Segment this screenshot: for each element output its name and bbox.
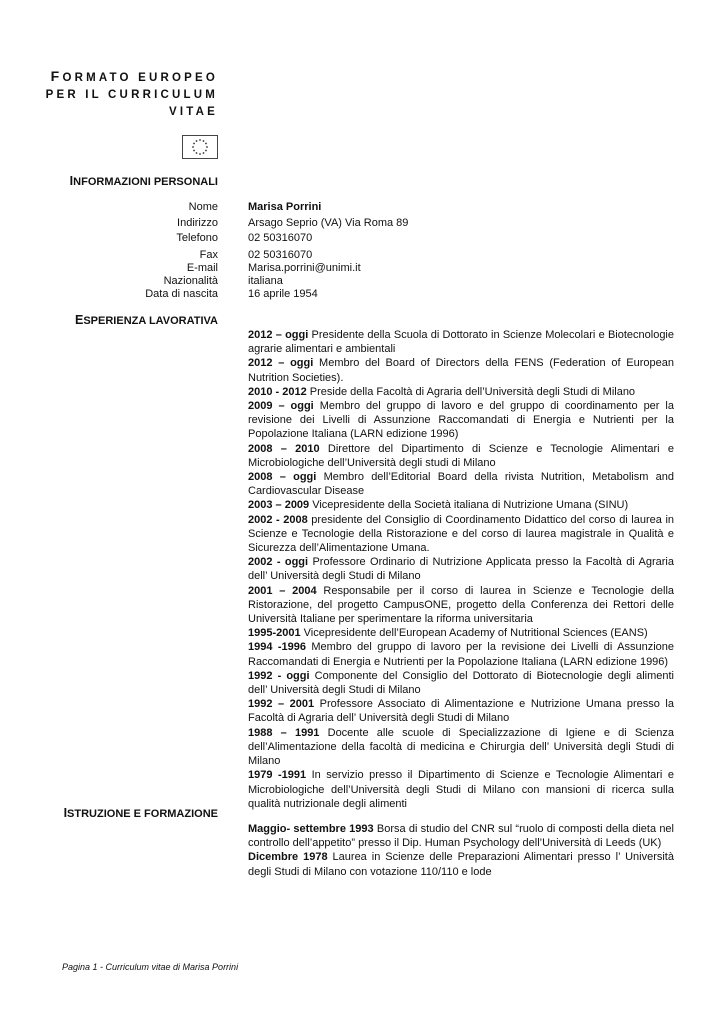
cv-entry (248, 640, 674, 668)
entry-text: Docente alle scuole di Specializzazione di Igiene e di Scienza dell’Alimentazione della facoltà di medicina e Chirurgia dell’ Università degli Studi di Milano (248, 726, 675, 768)
entry-text: Membro dell’Editorial Board della rivista Nutrition, Metabolism and Cardiovascular Disease (248, 471, 674, 498)
title-line-3: VITAE (168, 106, 218, 118)
cv-entry (248, 470, 674, 498)
entry-date: 2008 – oggi (248, 471, 317, 484)
entry-date: 1992 – 2001 (248, 698, 315, 711)
cv-entry (248, 822, 674, 850)
cv-entry (248, 697, 674, 725)
cv-entry (248, 584, 674, 627)
entry-text: Vicepresidente della Società italiana di Nutrizione Umana (SINU) (309, 499, 629, 512)
cv-entry (248, 768, 674, 811)
entry-text: Vicepresidente dell’European Academy of Nutritional Sciences (EANS) (300, 627, 648, 640)
work-experience-list (248, 328, 674, 811)
entry-date: 2002 - oggi (248, 556, 309, 569)
cv-entry (248, 669, 674, 697)
entry-text: Membro del Board of Directors della FENS (Federation of European Nutrition Societies). (248, 357, 674, 384)
label-nationality: Nazionalità (163, 274, 218, 287)
entry-date: Dicembre 1978 (248, 851, 328, 864)
entry-text: Professore Associato di Alimentazione e Nutrizione Umana presso la Facoltà di Agraria dell’ Università degli Studi di Milano (248, 698, 674, 725)
entry-text: Preside della Facoltà di Agraria dell’Università degli Studi di Milano (306, 385, 636, 398)
cv-entry (248, 385, 674, 399)
entry-date: 2012 – oggi (248, 357, 314, 370)
cv-entry (248, 555, 674, 583)
entry-text: Professore Ordinario di Nutrizione Applicata presso la Facoltà di Agraria dell’ Università degli Studi di Milano (248, 556, 674, 583)
cv-entry (248, 356, 674, 384)
value-nationality: italiana (248, 274, 283, 287)
cv-entry (248, 442, 674, 470)
title-line-1: ORMATO EUROPEO (62, 72, 218, 84)
entry-text: Direttore del Dipartimento di Scienze e Tecnologie Alimentari e Microbiologiche dell’Università degli studi di Milano (248, 442, 674, 469)
entry-date: 1994 -1996 (248, 641, 306, 654)
value-name: Marisa Porrini (248, 201, 322, 213)
education-list (248, 822, 674, 879)
label-birth-date: Data di nascita (145, 287, 218, 300)
label-name: Nome (188, 201, 218, 213)
entry-date: 1992 - oggi (248, 669, 310, 682)
entry-date: 1995-2001 (248, 627, 301, 640)
entry-date: 2002 - 2008 (248, 513, 308, 526)
entry-date: 2012 – oggi (248, 329, 309, 341)
section-heading-personal: INFORMAZIONI PERSONALI (69, 174, 218, 188)
cv-entry (248, 399, 674, 442)
cv-entry (248, 513, 674, 556)
document-title (46, 68, 218, 121)
section-heading-work: ESPERIENZA LAVORATIVA (75, 313, 218, 327)
page-footer: Pagina 1 - Curriculum vitae di Marisa Porrini (62, 962, 239, 972)
entry-text: In servizio presso il Dipartimento di Scienze e Tecnologie Alimentari e Microbiologiche dell’Università degli Studi di Milano con mansioni di ricerca sulla qualità nutrizionale degli alimenti (248, 769, 674, 810)
personal-values (248, 200, 408, 301)
cv-entry (248, 726, 674, 769)
value-email: Marisa.porrini@unimi.it (248, 261, 361, 274)
entry-date: Maggio- settembre 1993 (248, 823, 374, 835)
label-fax: Fax (199, 248, 218, 261)
value-phone: 02 50316070 (248, 232, 313, 244)
entry-date: 2003 – 2009 (248, 499, 310, 512)
personal-labels (68, 200, 218, 301)
entry-date: 2009 – oggi (248, 400, 314, 413)
title-line-2: PER IL CURRICULUM (45, 89, 218, 101)
value-fax: 02 50316070 (248, 248, 313, 261)
label-phone: Telefono (176, 232, 218, 244)
entry-text: Laurea in Scienze delle Preparazioni Alimentari presso l’ Università degli Studi di Milano con votazione 110/110 e lode (248, 851, 674, 878)
entry-text: presidente del Consiglio di Coordinamento Didattico del corso di laurea in Scienze e Tecnologie della Ristorazione e del corso di laurea magistrale in Qualità e Sicurezza dell’Alimentazione Umana. (248, 513, 675, 555)
entry-text: Membro del gruppo di lavoro per la revisione dei Livelli di Assunzione Raccomandati di Energia e Nutrienti per la Popolazione Italiana (LARN edizione 1996) (248, 641, 674, 668)
eu-flag-icon (182, 135, 218, 159)
entry-text: Membro del gruppo di lavoro e del gruppo di coordinamento per la revisione dei Livelli di Assunzione Raccomandati di Energia e Nutrienti per la Popolazione Italiana (LARN edizione 1996) (248, 400, 674, 441)
entry-text: Responsabile per il corso di laurea in Scienze e Tecnologie della Ristorazione, del progetto CampusONE, progetto della Conferenza dei Rettori delle Università Italiane per sperimentare la riforma universitaria (248, 584, 675, 626)
cv-entry (248, 328, 674, 356)
entry-text: Borsa di studio del CNR sul “ruolo di composti della dieta nel controllo dell’appetito” presso il Dip. Human Psychology dell’Università di Leeds (UK) (248, 823, 674, 850)
entry-date: 1988 – 1991 (248, 726, 320, 739)
entry-date: 1979 -1991 (248, 769, 307, 782)
value-birth-date: 16 aprile 1954 (248, 287, 318, 300)
label-email: E-mail (186, 261, 218, 274)
entry-date: 2008 – 2010 (248, 442, 320, 455)
title-initial: F (50, 68, 63, 84)
label-address: Indirizzo (177, 216, 218, 229)
entry-text: Presidente della Scuola di Dottorato in Scienze Molecolari e Biotecnologie agrarie alimentari e ambientali (248, 329, 674, 356)
cv-entry (248, 626, 674, 640)
entry-text: Componente del Consiglio del Dottorato di Biotecnologie degli alimenti dell’ Università degli Studi di Milano (248, 669, 674, 697)
cv-entry (248, 498, 674, 512)
cv-entry (248, 850, 674, 878)
section-heading-education: ISTRUZIONE E FORMAZIONE (63, 806, 218, 820)
entry-date: 2001 – 2004 (248, 584, 317, 597)
entry-date: 2010 - 2012 (248, 385, 307, 398)
value-address: Arsago Seprio (VA) Via Roma 89 (248, 216, 409, 229)
